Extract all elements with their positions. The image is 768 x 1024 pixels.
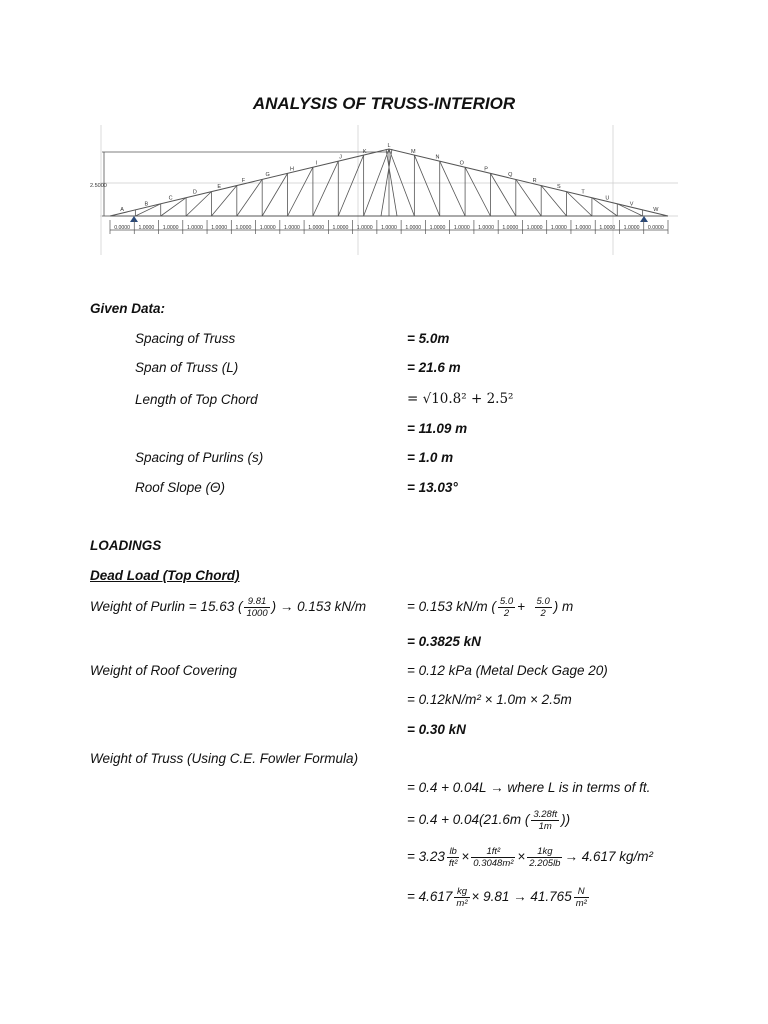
height-label: 2.5000 (90, 183, 107, 189)
span-truss-value: = 21.6 m (407, 360, 461, 375)
panel-length-label: 1.0000 (186, 225, 203, 231)
truss-diagonal (186, 189, 211, 216)
purlin-fraction (244, 596, 269, 619)
panel-length-label: 1.0000 (356, 225, 373, 231)
purlin-calc-frac2-num: 5.0 (536, 596, 550, 607)
purlin-result: = 0.3825 kN (407, 634, 481, 649)
panel-length-label: 1.0000 (284, 225, 300, 231)
node-letter: I (315, 160, 317, 167)
panel-length-label: 0.0000 (114, 225, 131, 231)
node-letter: O (459, 160, 464, 167)
purlin-prefix: Weight of Purlin = 15.63 ( (90, 599, 243, 615)
node-letter: D (192, 189, 197, 196)
node-letter: C (168, 195, 173, 202)
tw3-frac2-den: 0.3048m² (473, 858, 514, 869)
truss-diagonal (465, 167, 490, 216)
page-title: ANALYSIS OF TRUSS-INTERIOR (252, 94, 516, 113)
spacing-truss-value: = 5.0m (407, 331, 450, 346)
tw3-frac1-den: ft² (448, 858, 458, 869)
truss-diagonal (414, 155, 439, 216)
purlin-calc (407, 596, 573, 619)
tw3-prefix: = 3.23 (407, 849, 445, 865)
node-letter: B (144, 201, 149, 208)
purlin-calc-frac2 (535, 596, 552, 619)
truss-weight-line2 (407, 809, 570, 832)
panel-length-label: 1.0000 (332, 225, 349, 231)
node-letter: J (339, 154, 342, 161)
panel-length-label: 1.0000 (478, 225, 494, 231)
purlin-calc-prefix: = 0.153 kN/m ( (407, 599, 496, 615)
roof-covering-line1: = 0.12 kPa (Metal Deck Gage 20) (407, 663, 608, 678)
roof-covering-line2: = 0.12kN/m² × 1.0m × 2.5m (407, 692, 572, 707)
tw2-frac (531, 809, 559, 832)
truss-diagonal (389, 149, 414, 216)
panel-length-label: 1.0000 (575, 225, 592, 231)
node-letter: V (629, 201, 634, 208)
tw3-frac2-num: 1ft² (471, 846, 515, 858)
purlin-calc-frac1-den: 2 (503, 608, 510, 619)
node-letter: A (120, 207, 124, 214)
truss-diagonal (440, 161, 465, 216)
purlin-suffix: ) → 0.153 kN/m (271, 599, 367, 615)
tw4-mid: × 9.81 → 41.765 (471, 889, 572, 905)
node-letter: N (435, 154, 440, 161)
node-letter: F (241, 177, 246, 184)
roof-covering-label: Weight of Roof Covering (90, 663, 237, 678)
span-truss-label: Span of Truss (L) (135, 360, 239, 375)
node-letter: U (605, 195, 610, 202)
tw3-frac3-den: 2.205lb (529, 858, 561, 869)
truss-weight-line3 (407, 846, 653, 869)
truss-diagonal (262, 173, 287, 216)
node-letter: T (581, 189, 585, 196)
truss-diagonal (338, 155, 363, 216)
truss-weight-line4 (407, 886, 591, 909)
tw2-prefix: = 0.4 + 0.04(21.6m ( (407, 812, 530, 828)
top-chord-formula-text: = √10.8² + 2.5² (407, 391, 514, 407)
tw3-frac1-num: lb (447, 846, 459, 858)
purlin-frac-num: 9.81 (244, 596, 269, 608)
truss-diagonal (541, 183, 566, 216)
tw3-frac3-num: 1kg (527, 846, 562, 858)
tw2-frac-num: 3.28ft (533, 809, 558, 820)
panel-length-label: 1.0000 (211, 225, 228, 231)
tw4-frac2-den: m² (575, 898, 587, 909)
tw2-suffix: )) (561, 812, 571, 828)
panel-length-label: 1.0000 (623, 225, 640, 231)
spacing-purlins-value: = 1.0 m (407, 450, 454, 465)
truss-diagonal (381, 149, 392, 216)
node-letter: R (532, 177, 537, 184)
node-letter: E (217, 183, 222, 190)
panel-length-label: 1.0000 (502, 225, 519, 231)
tw4-frac1 (454, 886, 469, 909)
panel-length-label: 1.0000 (162, 225, 179, 231)
node-letter: H (289, 166, 294, 173)
node-letter: K (362, 148, 367, 155)
tw4-frac1-den: m² (456, 898, 468, 909)
top-chord-formula (407, 391, 513, 407)
panel-length-label: 1.0000 (235, 225, 252, 231)
truss-diagonal (313, 161, 338, 216)
panel-length-label: 1.0000 (259, 225, 276, 231)
tw3-times2: × (517, 849, 526, 865)
panel-length-label: 1.0000 (453, 225, 470, 231)
panel-length-label: 1.0000 (308, 225, 325, 231)
purlin-label (90, 596, 366, 619)
panel-length-label: 1.0000 (138, 225, 155, 231)
truss-diagonal (567, 189, 592, 216)
dead-load-heading: Dead Load (Top Chord) (90, 568, 240, 583)
purlin-calc-frac1-num: 5.0 (499, 596, 514, 607)
truss-weight-line1: = 0.4 + 0.04L → where L is in terms of ft. (407, 780, 651, 795)
panel-length-label: 1.0000 (429, 225, 446, 231)
truss-diagonal (490, 173, 515, 216)
panel-length-label: 1.0000 (405, 225, 422, 231)
purlin-calc-plus: + (517, 599, 526, 615)
given-data-heading: Given Data: (90, 301, 166, 316)
purlin-calc-frac1 (498, 596, 515, 619)
truss-diagram (90, 125, 680, 255)
purlin-frac-den: 1000 (246, 608, 268, 619)
panel-length-label: 0.0000 (647, 225, 664, 231)
tw4-frac1-num: kg (454, 886, 469, 898)
roof-slope-label: Roof Slope (Θ) (135, 480, 226, 495)
tw3-suffix: → 4.617 kg/m² (564, 849, 654, 865)
tw4-prefix: = 4.617 (407, 889, 453, 905)
top-chord-value: = 11.09 m (407, 421, 468, 436)
panel-length-label: 1.0000 (599, 225, 616, 231)
panel-length-label: 1.0000 (381, 225, 397, 231)
truss-weight-label: Weight of Truss (Using C.E. Fowler Formula) (90, 751, 359, 766)
truss-diagonal (288, 167, 313, 216)
purlin-calc-frac2-den: 2 (540, 608, 546, 619)
tw2-frac-den: 1m (538, 821, 552, 832)
node-letter: L (387, 143, 391, 149)
truss-diagonal (364, 149, 389, 216)
node-letter: W (653, 207, 659, 214)
spacing-truss-label: Spacing of Truss (135, 331, 236, 346)
panel-length-label: 1.0000 (526, 225, 543, 231)
tw3-frac1 (447, 846, 459, 869)
tw3-times1: × (461, 849, 470, 865)
node-letter: G (265, 172, 270, 179)
node-letter: M (410, 148, 416, 155)
truss-drawing (90, 125, 678, 255)
loadings-heading: LOADINGS (90, 538, 162, 553)
tw3-frac3 (527, 846, 562, 869)
tw4-frac2-num: N (574, 886, 589, 898)
node-letter: S (556, 183, 561, 190)
truss-diagonal (386, 149, 397, 216)
node-letter: Q (508, 172, 513, 179)
top-chord-label: Length of Top Chord (135, 392, 258, 407)
roof-covering-result: = 0.30 kN (407, 722, 466, 737)
spacing-purlins-label: Spacing of Purlins (s) (135, 450, 264, 465)
panel-length-label: 1.0000 (550, 225, 567, 231)
truss-diagonal (211, 183, 236, 216)
roof-slope-value: = 13.03° (407, 480, 458, 495)
tw3-frac2 (471, 846, 515, 869)
purlin-calc-suffix: ) m (553, 599, 574, 615)
node-letter: P (484, 166, 488, 173)
tw4-frac2 (574, 886, 589, 909)
